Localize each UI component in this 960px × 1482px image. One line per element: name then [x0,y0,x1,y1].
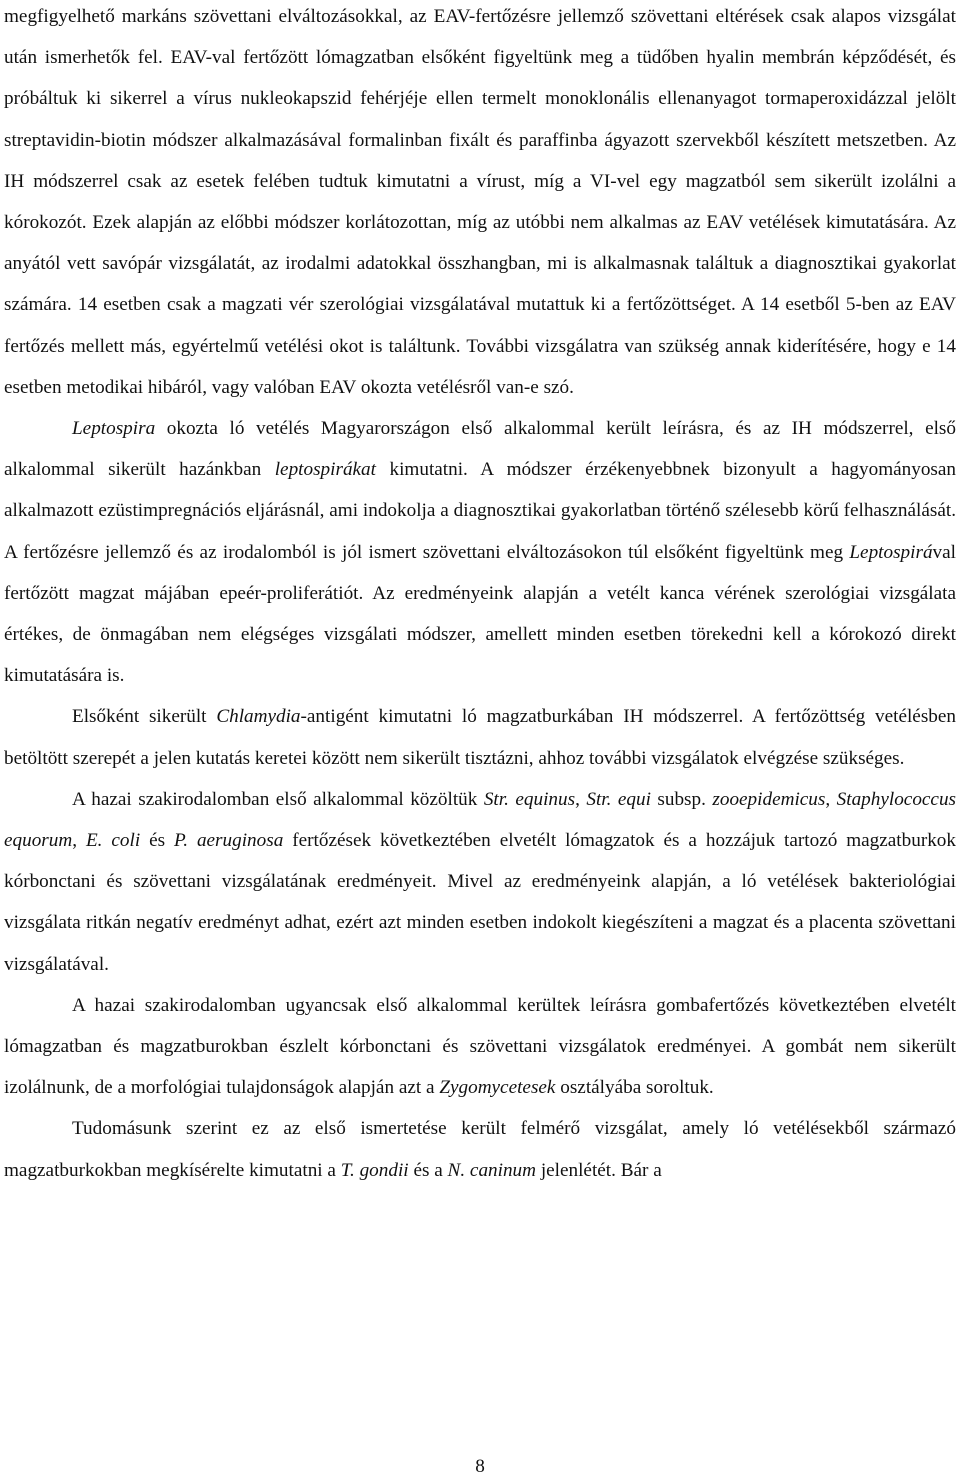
text-run: megfigyelhető markáns szövettani elváltozásokkal, az EAV-fertőzésre jellemző szövettani eltérések csak alapos vizsgálat után ismerhetők fel. EAV-val fertőzött lómagzatban elsőként figyeltünk meg a tüdőben hyalin membrán képződését, és próbáltuk ki sikerrel a vírus nukleokapszid fehérjéje ellen termelt monoklonális ellenanyagot tormaperoxidázzal jelölt streptavidin-biotin módszer alkalmazásával formalinban fixált és paraffinba ágyazott szervekből készített metszetben. Az IH módszerrel csak az esetek felében tudtuk kimutatni a vírust, míg a VI-vel egy magzatból sem sikerült izolálni a kórokozót. Ezek alapján az előbbi módszer korlátozottan, míg az utóbbi nem alkalmas az EAV vetélések kimutatására. Az anyától vett savópár vizsgálatát, az irodalmi adatokkal összhangban, mi is alkalmasnak találtuk a diagnosztikai gyakorlat számára. 14 esetben csak a magzati vér szerológiai vizsgálatával mutattuk ki a fertőzöttséget. A 14 esetből 5-ben az EAV fertőzés mellett más, egyértelmű vetélési okot is találtunk. További vizsgálatra van szükség annak kiderítésére, hogy e 14 esetben metodikai hibáról, vagy valóban EAV okozta vetélésről van-e szó. [4,6,956,398]
text-run: , [825,788,837,810]
italic-term: zooepidemicus [712,788,826,810]
paragraph-chlamydia [4,696,956,778]
text-run: okozta ló vetélés Magyarországon első alkalommal került leírásra, és az IH módszerrel, első alkalommal sikerült hazánkban [4,418,956,481]
italic-term: Chlamydia [216,706,301,728]
paragraph-toxoplasma-neospora [4,1108,956,1190]
text-run: és a [408,1159,448,1181]
text-run: kimutatni. A módszer érzékenyebbnek bizonyult a hagyományosan alkalmazott ezüstimpregnációs eljárásnál, ami indokolja a diagnosztikai gyakorlatban történő szélesebb körű felhasználását. A fertőzésre jellemző és az irodalomból is jól ismert szövettani elváltozásokon túl elsőként figyeltünk meg [4,459,956,563]
italic-term: T. gondii [340,1159,409,1181]
italic-term: E. coli [85,830,141,852]
paragraph-eav-summary [4,0,956,408]
italic-term: Staphylococcus equorum [4,788,957,852]
paragraph-bacterial-infections [4,779,956,985]
italic-term: Leptospira [72,418,156,440]
text-run: fertőzések következtében elvetélt lómagzatok és a hozzájuk tartozó magzatburkok kórbonctani és szövettani vizsgálatának eredményeit. Mivel az eredményeink alapján, a ló vetélések bakteriológiai vizsgálata ritkán negatív eredményt adhat, ezért azt minden esetben indokolt kiegészíteni a magzat és a placenta szövettani vizsgálatával. [4,830,956,975]
text-run: osztályába soroltuk. [555,1077,714,1099]
text-run: , [72,830,86,852]
italic-term: Str. equinus [483,788,576,810]
text-run: , [575,788,587,810]
italic-term: leptospirákat [274,459,376,481]
italic-term: P. aeruginosa [173,830,284,852]
paragraph-leptospira [4,408,956,696]
text-run: és [140,830,174,852]
text-run: A hazai szakirodalomban ugyancsak első alkalommal kerültek leírásra gombafertőzés következtében elvetélt lómagzatban és magzatburokban észlelt kórbonctani és szövettani vizsgálatok eredményei. A gombát nem sikerült izolálnunk, de a morfológiai tulajdonságok alapján azt a [4,994,956,1099]
italic-term: Str. equi [586,788,651,810]
italic-term: Leptospirá [849,541,933,563]
text-run: val fertőzött magzat májában epeér-proliferátiót. Az eredményeink alapján a vetélt kanca vérének szerológiai vizsgálata értékes, de önmagában nem elégséges vizsgálati módszer, amellett minden esetben törekedni kell a kórokozó direkt kimutatására is. [4,541,956,687]
text-run: -antigént kimutatni ló magzatburkában IH módszerrel. A fertőzöttség vetélésben betöltött szerepét a jelen kutatás keretei között nem sikerült tisztázni, ahhoz további vizsgálatok elvégzése szükséges. [4,706,956,769]
italic-term: Zygomycetesek [439,1077,556,1099]
page-number: 8 [475,1456,485,1477]
italic-term: N. caninum [447,1159,537,1181]
document-body [4,0,956,1191]
text-run: Elsőként sikerült [72,706,217,728]
text-run: subsp. [650,788,713,810]
text-run: A hazai szakirodalomban első alkalommal közöltük [72,788,484,810]
text-run: jelenlétét. Bár a [536,1159,662,1181]
paragraph-fungal-infection [4,985,956,1109]
text-run: Tudomásunk szerint ez az első ismertetése került felmérő vizsgálat, amely ló vetélésekből származó magzatburkokban megkísérelte kimutatni a [4,1118,956,1181]
